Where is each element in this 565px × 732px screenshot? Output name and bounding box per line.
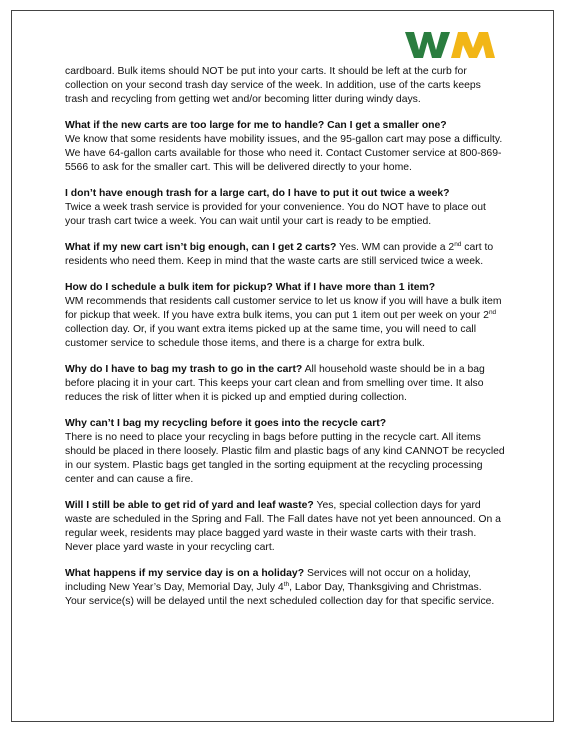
faq-answer: Twice a week trash service is provided for your convenience. You do NOT have to place out your trash cart twice a week. You can wait until your cart is ready to be emptied. (65, 202, 486, 227)
faq-answer: There is no need to place your recycling in bags before putting in the recycle cart. All items should be placed in there loosely. Plastic film and plastic bags of any kind CANNOT be recycled in our system. Plastic bags get tangled in the sorting equipment at the recycling processing center and can cause a fire. (65, 432, 505, 485)
faq-answer: All household waste should be in a bag before placing it in your cart. This keeps your cart clean and from smelling over time. It also reduces the risk of litter when it is picked up and emptied during collection. (65, 364, 485, 403)
faq-answer-cont: , Labor Day, Thanksgiving and Christmas. Your service(s) will be delayed until the next scheduled collection day for that specific service. (65, 582, 495, 607)
ordinal-suffix: nd (488, 309, 497, 316)
faq-answer: WM recommends that residents call customer service to let us know if you will have a bulk item for pickup that week. If you have extra bulk items, you can put 1 item out per week on your 2 (65, 296, 502, 321)
faq-question: Why can’t I bag my recycling before it goes into the recycle cart? (65, 418, 387, 429)
faq-question: I don’t have enough trash for a large cart, do I have to put it out twice a week? (65, 188, 450, 199)
faq-question: Why do I have to bag my trash to go in the cart? (65, 364, 303, 375)
ordinal-suffix: nd (454, 241, 462, 248)
faq-item-bulk-item (65, 281, 505, 351)
faq-question: How do I schedule a bulk item for pickup? What if I have more than 1 item? (65, 282, 436, 293)
faq-item-smaller-cart (65, 119, 505, 175)
faq-question: What if the new carts are too large for me to handle? Can I get a smaller one? (65, 120, 447, 131)
faq-question: What happens if my service day is on a holiday? (65, 568, 305, 579)
faq-answer-cont: collection day. Or, if you want extra items picked up at the same time, you will need to call customer service to schedule those items, and there is a charge for extra bulk. (65, 324, 477, 349)
faq-item-yard-waste (65, 499, 505, 555)
logo-w-letter (405, 32, 450, 58)
ordinal-suffix: th (283, 581, 290, 588)
faq-item-two-carts (65, 241, 505, 269)
faq-answer-cont: cart to residents who need them. Keep in mind that the waste carts are still serviced twice a week. (65, 242, 494, 267)
faq-item-twice-a-week (65, 187, 505, 229)
wm-logo (405, 30, 497, 60)
faq-answer: Yes, special collection days for yard waste are scheduled in the Spring and Fall. The Fall dates have not yet been announced. On a regular week, residents may place bagged yard waste in their waste carts with their trash. Never place yard waste in your recycling cart. (65, 500, 501, 553)
faq-item-bag-trash (65, 363, 505, 405)
faq-answer: We know that some residents have mobility issues, and the 95-gallon cart may pose a difficulty. We have 64-gallon carts available for those who need it. Contact Customer service at 800-869-5566 to ask for the smaller cart. This will be delivered directly to your home. (65, 134, 503, 173)
faq-answer: Services will not occur on a holiday, including New Year’s Day, Memorial Day, July 4 (65, 568, 471, 593)
faq-item-holiday (65, 567, 505, 609)
intro-paragraph: cardboard. Bulk items should NOT be put into your carts. It should be left at the curb for collection on your second trash day service of the week. In addition, use of the carts keeps trash and recycling from getting wet and/or becoming litter during windy days. (65, 66, 481, 105)
faq-question: What if my new cart isn’t big enough, can I get 2 carts? (65, 242, 337, 253)
faq-content (65, 65, 505, 621)
logo-m-letter (451, 32, 495, 58)
faq-item-bag-recycling (65, 417, 505, 487)
faq-answer: Yes. WM can provide a 2 (336, 242, 455, 253)
faq-question: Will I still be able to get rid of yard and leaf waste? (65, 500, 314, 511)
